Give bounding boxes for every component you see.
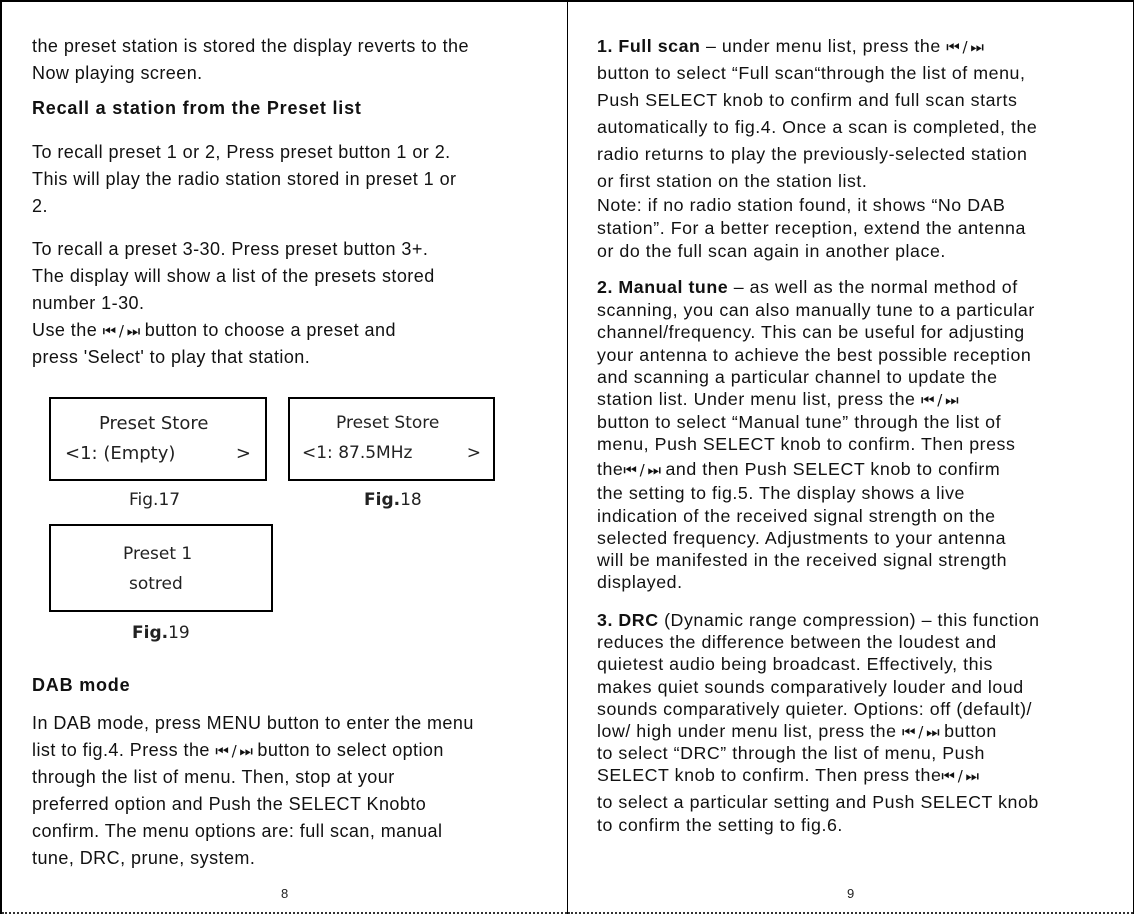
prev-next-icon: ⏮ / ⏭: [215, 742, 252, 760]
section-heading-dab: DAB mode: [32, 675, 131, 695]
text-line: [32, 317, 396, 345]
lcd-row-left: <1: 87.5MHz: [302, 443, 413, 463]
page-right: [567, 0, 1134, 914]
text-line: selected frequency. Adjustments to your antenna: [597, 528, 1007, 548]
lcd-display-fig17: [49, 397, 267, 481]
text-line: and scanning a particular channel to update the: [597, 367, 998, 387]
text-line: makes quiet sounds comparatively louder and loud: [597, 677, 1024, 697]
text-line: channel/frequency. This can be useful for adjusting: [597, 322, 1025, 342]
prev-next-icon: ⏮ / ⏭: [102, 322, 140, 340]
text-line: to confirm the setting to fig.6.: [597, 815, 843, 835]
text-line: 2.: [32, 196, 48, 216]
text-line: to select a particular setting and Push SELECT knob: [597, 792, 1039, 812]
text-line: will be manifested in the received signal strength: [597, 550, 1008, 570]
text-fragment: Use the: [32, 320, 98, 340]
text-line: To recall preset 1 or 2, Press preset button 1 or 2.: [32, 142, 451, 162]
text-line: station list. Under menu list, press the ⏮ / ⏭: [597, 389, 958, 409]
lcd-row-left: <1: (Empty): [65, 443, 176, 464]
text-line: To recall a preset 3-30. Press preset button 3+.: [32, 239, 429, 259]
text-line: station”. For a better reception, extend the antenna: [597, 218, 1026, 238]
text-line: the setting to fig.5. The display shows a live: [597, 483, 965, 503]
lcd-row-right: >: [235, 443, 251, 464]
text-line: This will play the radio station stored in preset 1 or: [32, 169, 457, 189]
text-line: 2. Manual tune – as well as the normal method of: [597, 277, 1018, 297]
text-line: displayed.: [597, 572, 683, 592]
text-line: Now playing screen.: [32, 63, 203, 83]
text-line: scanning, you can also manually tune to a particular: [597, 300, 1035, 320]
lcd-row-right: >: [466, 443, 481, 463]
text-line: reduces the difference between the loudest and: [597, 632, 997, 652]
lcd-title: Preset 1: [123, 544, 193, 564]
figure-caption-19: Fig.19: [132, 623, 190, 643]
text-line: Push SELECT knob to confirm and full scan starts: [597, 90, 1018, 110]
text-line: button to select “Manual tune” through the list of: [597, 412, 1002, 432]
text-fragment: button to choose a preset and: [144, 320, 396, 340]
figure-caption-18: Fig.18: [364, 490, 422, 510]
lcd-display-fig18: [288, 397, 495, 481]
text-line: [32, 737, 444, 765]
section-title-manual-tune: 2. Manual tune: [597, 277, 729, 297]
figure-caption-17: Fig.17: [129, 490, 181, 510]
text-line: quietest audio being broadcast. Effectively, this: [597, 654, 993, 674]
page-number: 8: [281, 886, 289, 901]
section-heading-recall: Recall a station from the Preset list: [32, 98, 362, 118]
text-fragment: list to fig.4. Press the: [32, 740, 210, 760]
text-line: Note: if no radio station found, it shows “No DAB: [597, 195, 1006, 215]
text-line: press 'Select' to play that station.: [32, 347, 311, 367]
text-line: automatically to fig.4. Once a scan is completed, the: [597, 117, 1038, 137]
text-line: menu, Push SELECT knob to confirm. Then press: [597, 434, 1016, 454]
text-line: confirm. The menu options are: full scan, manual: [32, 821, 443, 841]
lcd-line2: sotred: [129, 574, 183, 594]
text-line: the⏮ / ⏭ and then Push SELECT knob to confirm: [597, 459, 1001, 479]
text-fragment: button to select option: [257, 740, 444, 760]
text-line: The display will show a list of the presets stored: [32, 266, 435, 286]
text-line: or do the full scan again in another place.: [597, 241, 946, 261]
text-line: sounds comparatively quieter. Options: off (default)/: [597, 699, 1033, 719]
prev-next-icon: ⏮ / ⏭: [902, 723, 939, 741]
text-line: the preset station is stored the display reverts to the: [32, 36, 469, 56]
lcd-display-fig19: [49, 524, 273, 612]
text-line: indication of the received signal strength on the: [597, 506, 996, 526]
text-line: number 1-30.: [32, 293, 145, 313]
prev-next-icon: ⏮ / ⏭: [920, 391, 958, 409]
text-line: 1. Full scan – under menu list, press the ⏮ / ⏭: [597, 36, 983, 56]
lcd-title: Preset Store: [336, 413, 440, 433]
lcd-title: Preset Store: [99, 413, 209, 434]
prev-next-icon: ⏮ / ⏭: [941, 767, 979, 785]
text-line: to select “DRC” through the list of menu, Push: [597, 743, 986, 763]
text-line: In DAB mode, press MENU button to enter the menu: [32, 713, 474, 733]
text-line: tune, DRC, prune, system.: [32, 848, 256, 868]
text-line: button to select “Full scan“through the list of menu,: [597, 63, 1026, 83]
text-line: or first station on the station list.: [597, 171, 868, 191]
section-title-full-scan: 1. Full scan: [597, 36, 701, 56]
text-line: SELECT knob to confirm. Then press the⏮ / ⏭: [597, 765, 979, 785]
prev-next-icon: ⏮ / ⏭: [623, 461, 660, 479]
text-line: low/ high under menu list, press the ⏮ / ⏭ button: [597, 721, 997, 741]
text-line: your antenna to achieve the best possible reception: [597, 345, 1032, 365]
prev-next-icon: ⏮ / ⏭: [946, 38, 983, 56]
text-line: radio returns to play the previously-selected station: [597, 144, 1028, 164]
section-title-drc: 3. DRC: [597, 610, 659, 630]
text-line: preferred option and Push the SELECT Knobto: [32, 794, 427, 814]
page-number: 9: [847, 886, 855, 901]
text-line: through the list of menu. Then, stop at your: [32, 767, 395, 787]
text-line: 3. DRC (Dynamic range compression) – this function: [597, 610, 1040, 630]
